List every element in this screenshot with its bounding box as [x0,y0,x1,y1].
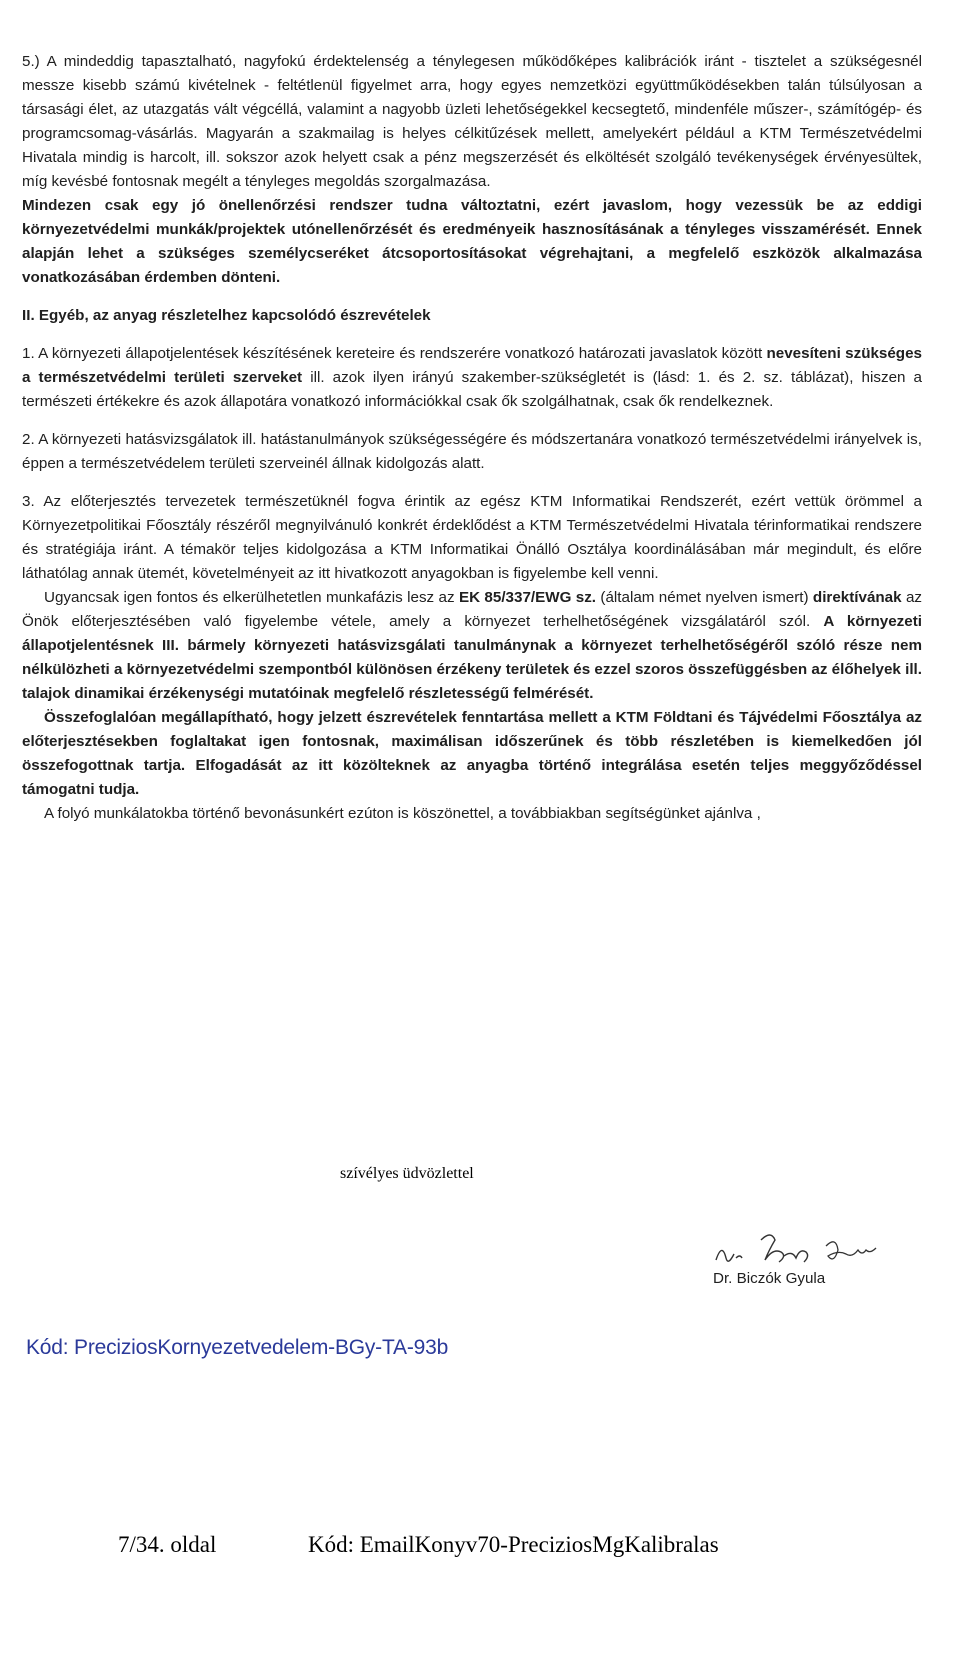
paragraph-ii-1-c: ill. azok ilyen irányú szakember-szükségletét is (lásd: 1. és 2. sz. táblázat), hiszen a természeti értékekre és azok állapotára vonatkozó információkkal csak ők szolgálhatnak, csak ők rendelkeznek. [22,369,923,410]
greeting: szívélyes üdvözlettel [340,1165,474,1182]
paragraph-ii-2: 2. A környezeti hatásvizsgálatok ill. hatástanulmányok szükségességére és módszertanára vonatkozó természetvédelmi irányelvek is, éppen a természetvédelem területi szerveinél állnak kidolgozás alatt. [22,431,922,472]
paragraph-ii-4-e: az Önök előterjesztésében való figyelembe vétele, amely a környezet terhelhetőségének vizsgálatáról szól. [22,589,922,630]
footer-code: Kód: EmailKonyv70-PreciziosMgKalibralas [308,1532,719,1557]
paragraph-ii-4-b: EK 85/337/EWG sz. [458,589,597,606]
paragraph-ii-1-b: nevesíteni szükséges a természetvédelmi területi szerveket [22,345,922,386]
paragraph-ii-4 [22,586,922,706]
paragraph-5: 5.) A mindeddig tapasztalható, nagyfokú érdektelenség a ténylegesen működőképes kalibrációk iránt - tisztelet a szükségesnél messze kisebb számú kivételnek - feltétlenül figyelmet arra, hogy egyes nemzetközi együttműködésekben talán túlsúlyosan a társasági élet, az utazgatás vált végcéllá, valamint a nagyobb üzleti lehetőségekkel kecsegtető, mindenféle műszer-, számítógép- és programcsomag-vásárlás. Magyarán a szakmailag is helyes célkitűzések mellett, amelyekért például a KTM Természetvédelmi Hivatala mindig is harcolt, ill. sokszor azok helyett csak a pénz megszerzését és elköltését szolgáló tevékenységek érvényesültek, míg kevésbé fontosnak megélt a tényleges megoldás szorgalmazása. [22,53,922,190]
footer-page-number: 7/34. oldal [118,1532,217,1557]
paragraph-ii-1 [22,342,922,414]
paragraph-ii-4-c: (általam német nyelven ismert) [596,589,813,606]
paragraph-ii-4-f: A környezeti állapotjelentésnek III. bármely környezeti hatásvizsgálati tanulmánynak a környezet terhelhetőségéről szóló része nem nélkülözheti a környezetvédelmi szempontból különösen érzékeny területek és ezzel szoros összefüggésben az élőhelyek ill. talajok dinamikai érzékenységi mutatóinak megfelelő részletességű felmérését. [22,613,922,702]
paragraph-ii-4-d: direktívának [812,589,902,606]
paragraph-ii-4-a: Ugyancsak igen fontos és elkerülhetetlen munkafázis lesz az [44,589,459,606]
letter-body [22,50,922,826]
paragraph-closing: A folyó munkálatokba történő bevonásunkért ezúton is köszönettel, a továbbiakban segítségünket ajánlva , [44,805,761,822]
paragraph-ii-3: 3. Az előterjesztés tervezetek természetüknél fogva érintik az egész KTM Informatikai Rendszerét, ezért vettük örömmel a Környezetpolitikai Főosztály részéről megnyilvánuló konkrét érdeklődést a KTM Természetvédelmi Hivatala térinformatikai rendszere és stratégiája iránt. A témakör teljes kidolgozása a KTM Informatikai Önálló Osztálya koordinálásában már megindult, és előre láthatólag annak ütemét, követelményeit az itt hivatkozott anyagokban is figyelembe kell venni. [22,493,922,582]
paragraph-summary: Összefoglalóan megállapítható, hogy jelzett észrevételek fenntartása mellett a KTM Földtani és Tájvédelmi Főosztálya az előterjesztésekben foglaltakat igen fontosnak, maximálisan időszerűnek és több részletében is kiemelkedően jól összefogottnak tartja. Elfogadását az itt közölteknek az anyagba történő integrálása esetén teljes meggyőződéssel támogatni tudja. [22,709,922,798]
section-heading-ii: II. Egyéb, az anyag részletelhez kapcsolódó észrevételek [22,307,431,324]
document-code-blue: Kód: PreciziosKornyezetvedelem-BGy-TA-93b [26,1336,449,1359]
signature-name: Dr. Biczók Gyula [713,1270,826,1287]
paragraph-5-proposal: Mindezen csak egy jó önellenőrzési rendszer tudna változtatni, ezért javaslom, hogy vezessük be az eddigi környezetvédelmi munkák/projektek utónellenőrzését és eredményeik hasznosításának a tényleges visszamérését. Ennek alapján lehet a szükséges személycseréket átcsoportosításokat végrehajtani, a megfelelő eszközök alkalmazása vonatkozásában érdemben dönteni. [22,197,922,286]
paragraph-ii-1-a: 1. A környezeti állapotjelentések készítésének kereteire és rendszerére vonatkozó határozati javaslatok között [22,345,767,362]
